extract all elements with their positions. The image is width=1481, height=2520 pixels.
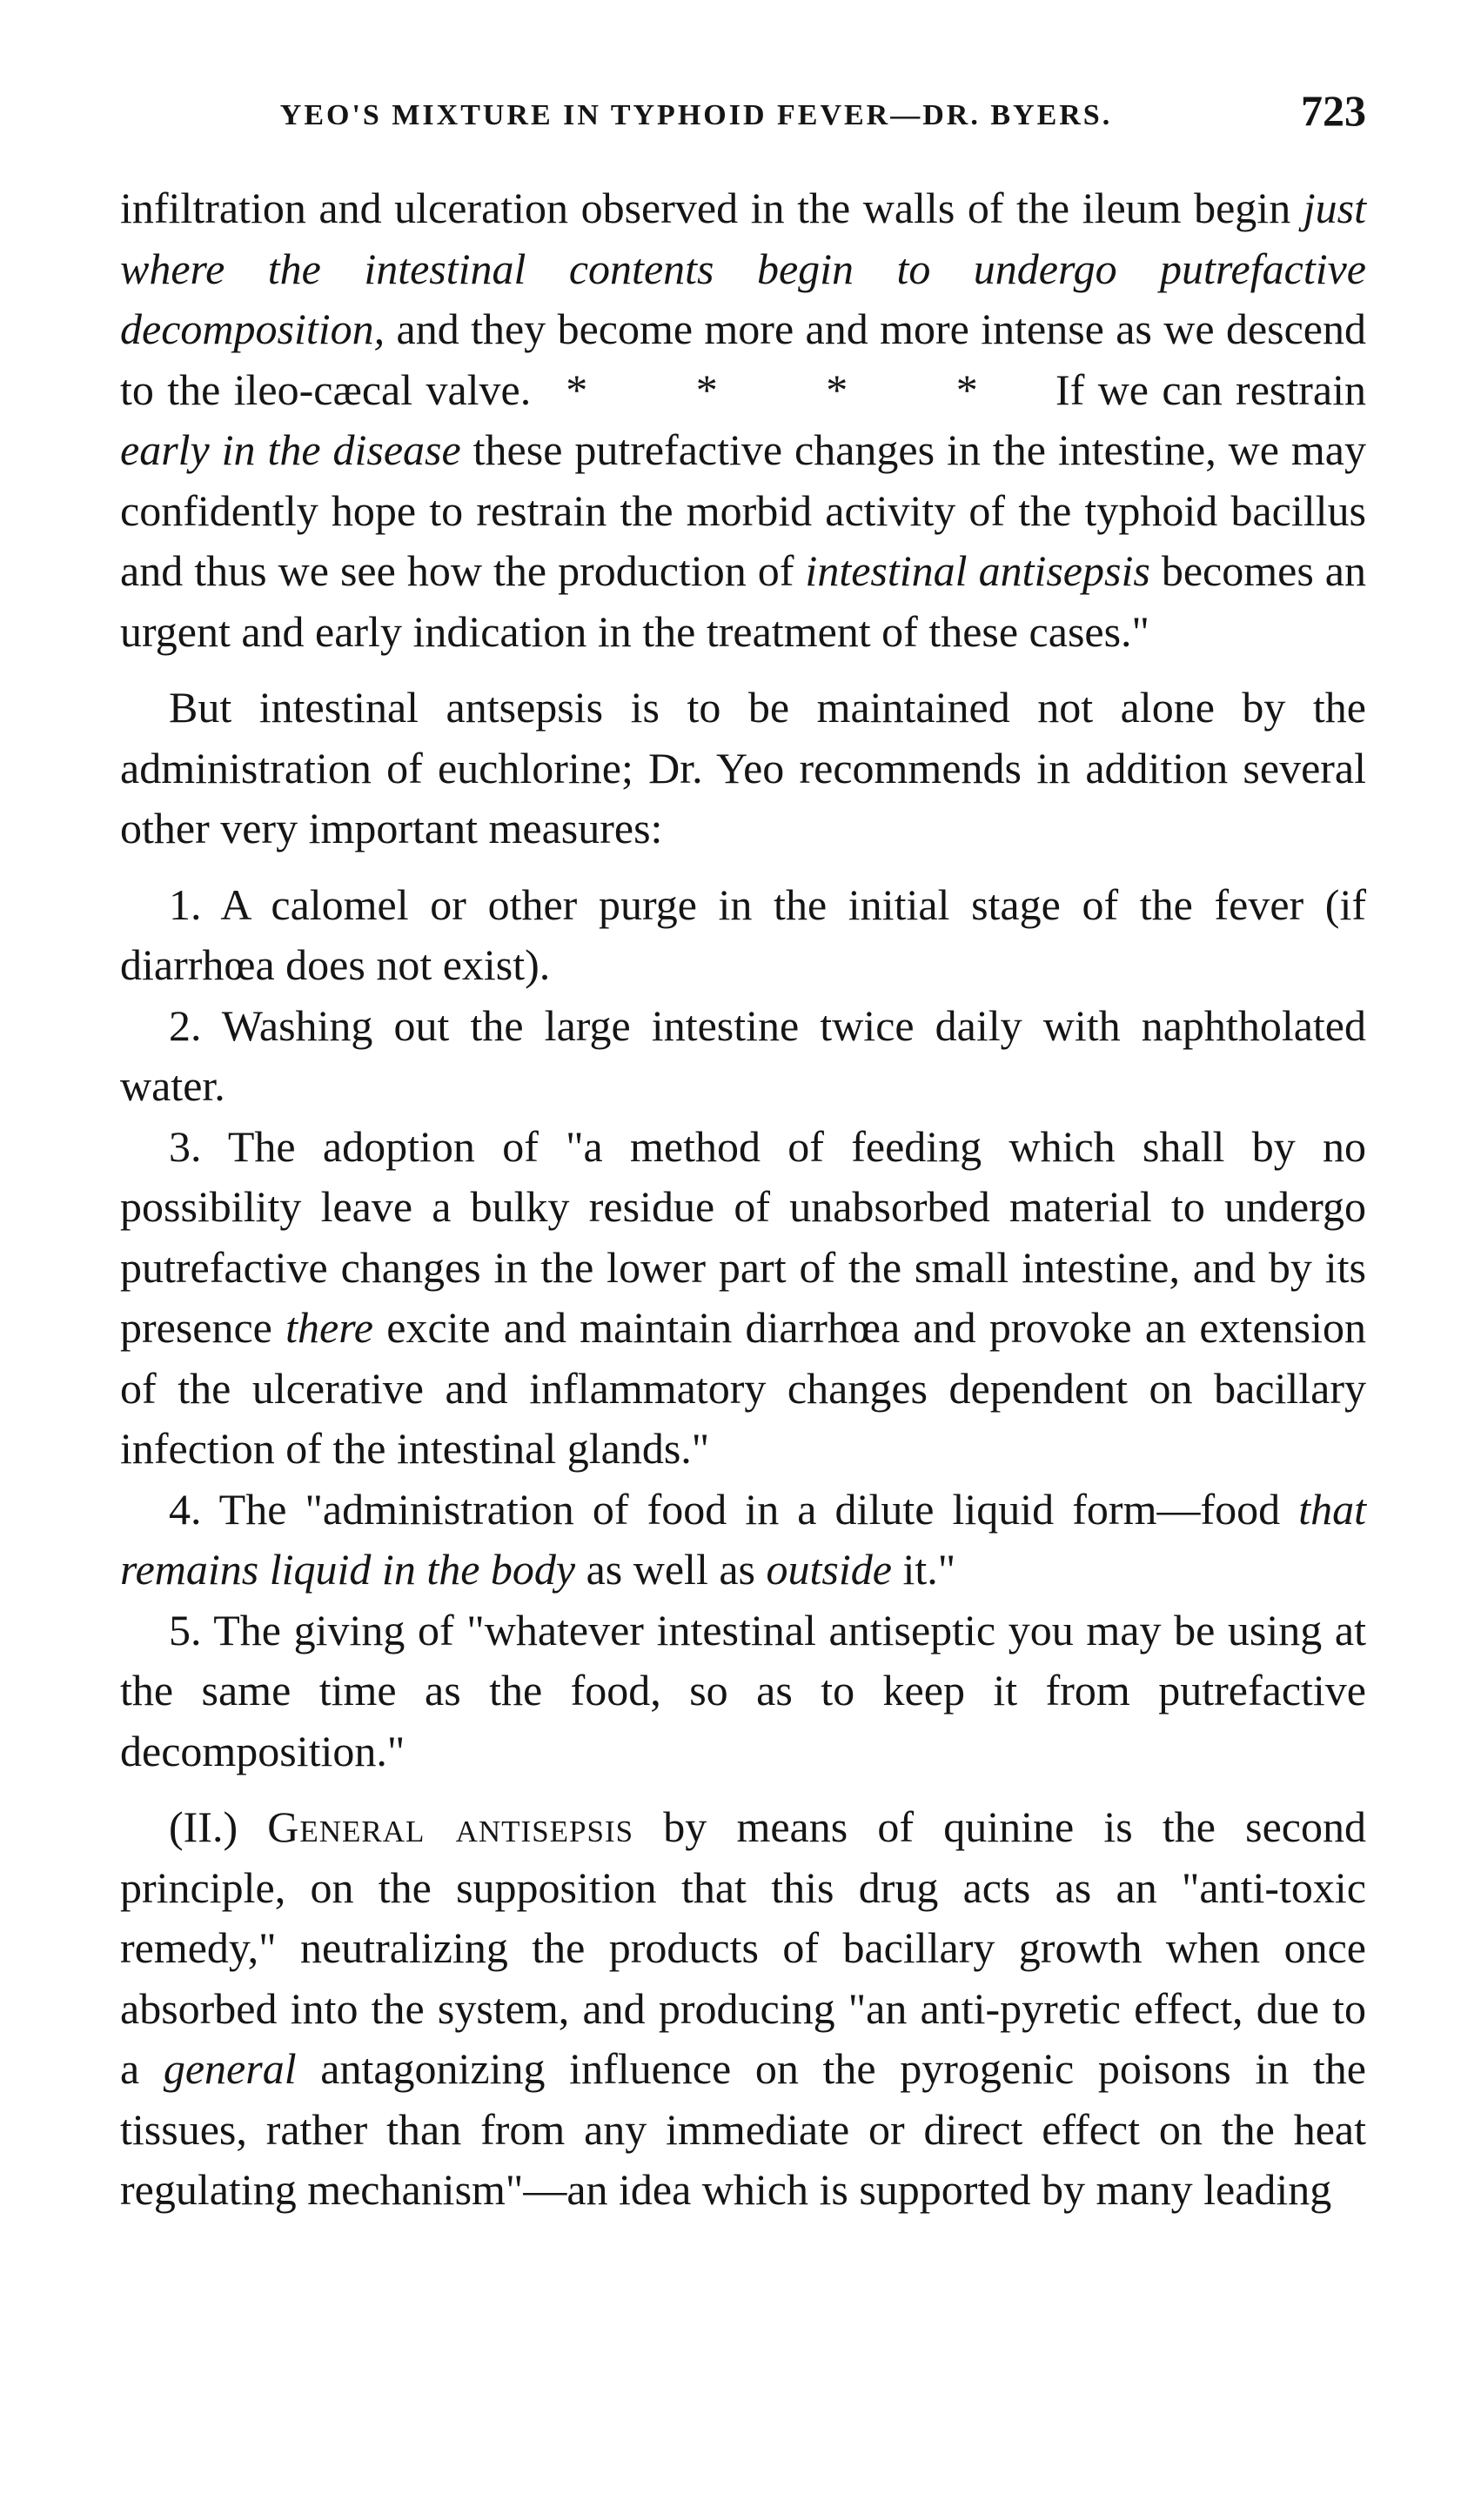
italic-segment: just where the intestinal contents begin to undergo putrefactive decomposition, — [120, 184, 1366, 353]
text-segment: (II.) — [169, 1802, 268, 1851]
text-segment: and they become more and more intense as we descend to the ileo-cæcal valve. — [120, 304, 1366, 414]
paragraph-measures-intro — [120, 678, 1366, 859]
smallcaps-segment: General antisepsis — [267, 1802, 634, 1851]
italic-segment: outside — [766, 1545, 892, 1594]
paragraph-general-antisepsis — [120, 1797, 1366, 2221]
text-segment: by means of quinine is the second principle, on the supposition that this drug acts as an "anti-toxic remedy," neutralizing the products of bacillary growth when once absorbed into the system, and producing "an anti-pyretic effect, due to a — [120, 1802, 1366, 2093]
list-item — [120, 875, 1366, 996]
list-item — [120, 1117, 1366, 1480]
text-segment: 3. The adoption of "a method of feeding which shall by no possibility leave a bulky residue of unabsorbed material to undergo putrefactive changes in the lower part of the small intestine, and by its presence — [120, 1121, 1366, 1352]
italic-segment: that remains liquid in the body — [120, 1484, 1366, 1594]
list-item — [120, 996, 1366, 1117]
page-header — [165, 80, 1366, 150]
ellipsis-stars: * * * * — [566, 364, 1027, 414]
text-segment: If we can restrain — [1042, 364, 1366, 414]
italic-segment: early in the disease — [120, 425, 461, 474]
text-segment: antagonizing influence on the pyrogenic poisons in the tissues, rather than from any immediate or direct effect on the heat regulating mechanism"—an idea which is supported by many leading — [120, 2044, 1366, 2214]
italic-segment: there — [285, 1303, 374, 1352]
text-segment: these putrefactive changes in the intestine, we may confidently hope to restrain the morbid activity of the typhoid bacillus and thus we see how the production of — [120, 425, 1366, 595]
text-segment: it." — [891, 1545, 956, 1594]
text-segment: excite and maintain diarrhœa and provoke an extension of the ulcerative and inflammatory changes dependent on bacillary infection of the intestinal glands." — [120, 1303, 1366, 1473]
text-segment: 4. The "administration of food in a dilute liquid form—food — [169, 1484, 1299, 1534]
running-title: YEO'S MIXTURE IN TYPHOID FEVER—DR. BYERS. — [279, 99, 1113, 131]
text-segment: 5. The giving of "whatever intestinal antiseptic you may be using at the same time as the food, so as to keep it from putrefactive decomposition." — [120, 1605, 1366, 1775]
text-segment: infiltration and ulceration observed in the walls of the ileum begin — [120, 184, 1303, 232]
list-item — [120, 1480, 1366, 1601]
list-item — [120, 1601, 1366, 1782]
text-segment: 1. A calomel or other purge in the initial stage of the fever (if diarrhœa does not exist). — [120, 879, 1366, 989]
italic-segment: general — [163, 2044, 297, 2093]
text-segment: as well as — [575, 1545, 767, 1594]
italic-segment: intestinal antisepsis — [805, 546, 1150, 595]
body-text — [120, 178, 1366, 2221]
text-segment: But intestinal antsepsis is to be maintained not alone by the administration of euchlorine; Dr. Yeo recommends in addition several other very important measures: — [120, 683, 1366, 852]
page-number: 723 — [1301, 86, 1366, 135]
text-segment: becomes an urgent and early indication in the treatment of these cases." — [120, 546, 1366, 656]
text-segment: 2. Washing out the large intestine twice daily with naphtholated water. — [120, 1000, 1366, 1110]
paragraph-quote-continuation — [120, 178, 1366, 662]
